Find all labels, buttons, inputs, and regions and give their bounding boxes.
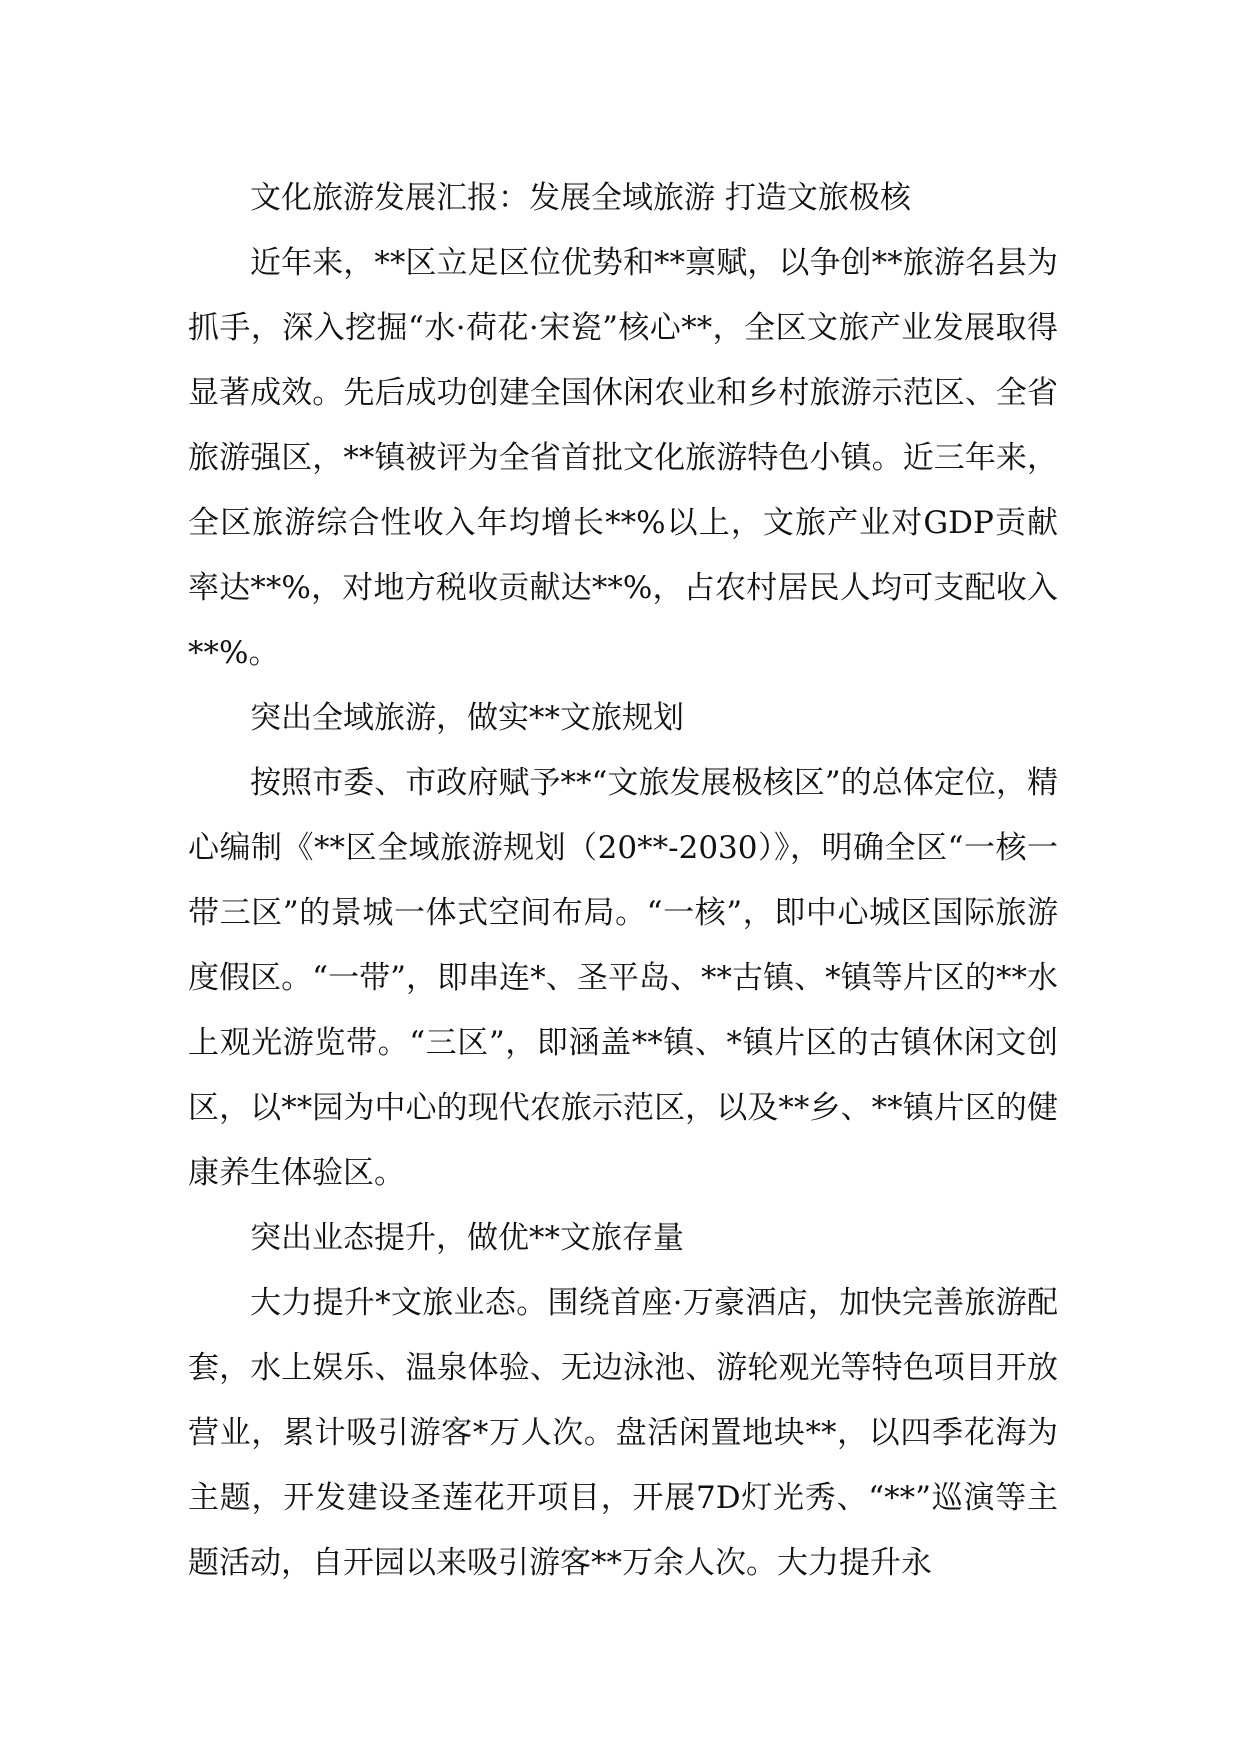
business-paragraph: 大力提升*文旅业态。围绕首座·万豪酒店，加快完善旅游配套，水上娱乐、温泉体验、无边泳池、游轮观光等特色项目开放营业，累计吸引游客*万人次。盘活闲置地块**，以四季花海为主题，开发建设圣莲花开项目，开展7D灯光秀、“**”巡演等主题活动，自开园以来吸引游客**万余人次。大力提升永 [188,1285,1058,1581]
document-title: 文化旅游发展汇报：发展全域旅游 打造文旅极核 [250,180,911,216]
planning-paragraph: 按照市委、市政府赋予**“文旅发展极核区”的总体定位，精心编制《**区全域旅游规划（20**-2030）》，明确全区“一核一带三区”的景城一体式空间布局。“一核”，即中心城区国际旅游度假区。“一带”，即串连*、圣平岛、**古镇、*镇等片区的**水上观光游览带。“三区”，即涵盖**镇、*镇片区的古镇休闲文创区，以**园为中心的现代农旅示范区，以及**乡、**镇片区的健康养生体验区。 [188,765,1058,1191]
document-page [188,166,1058,1596]
section-heading-planning: 突出全域旅游，做实**文旅规划 [250,700,684,736]
intro-paragraph: 近年来，**区立足区位优势和**禀赋，以争创**旅游名县为抓手，深入挖掘“水·荷花·宋瓷”核心**，全区文旅产业发展取得显著成效。先后成功创建全国休闲农业和乡村旅游示范区、全省旅游强区，**镇被评为全省首批文化旅游特色小镇。近三年来，全区旅游综合性收入年均增长**%以上，文旅产业对GDP贡献率达**%，对地方税收贡献达**%，占农村居民人均可支配收入**%。 [188,245,1058,671]
section-heading-business: 突出业态提升，做优**文旅存量 [250,1220,684,1256]
